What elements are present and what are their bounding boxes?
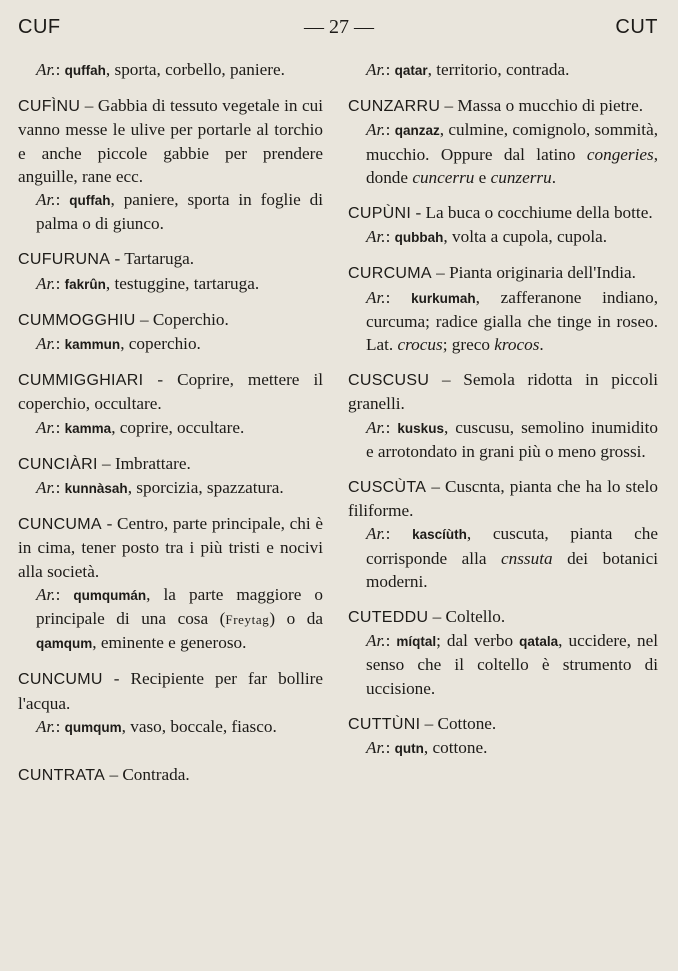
- arabic-word: kuskus: [397, 420, 444, 436]
- lemma: CUTTÙNI: [348, 715, 421, 733]
- arabic-word: kammun: [64, 337, 121, 353]
- definition: - Recipiente per far bollire l'acqua.: [18, 669, 323, 713]
- italic-term: crocus: [397, 335, 443, 355]
- ar-label: Ar.: [36, 584, 56, 604]
- ar-label: Ar.: [366, 227, 386, 247]
- header-right-guide-word: CUT: [615, 16, 658, 38]
- lemma: CUSCUSU: [348, 372, 430, 390]
- arabic-gloss: ; dal verbo: [436, 631, 520, 651]
- arabic-word: qanzaz: [394, 123, 440, 139]
- arabic-gloss: ) o da: [269, 609, 323, 629]
- arabic-gloss: , cuscusu, semolino inumidito e arrotondato in grani più o meno grossi.: [366, 417, 659, 461]
- entry-cummigghiari: CUMMIGGHIARI - Coprire, mettere il coperchio, occultare. Ar.: kamma, coprire, occultare.: [18, 370, 323, 437]
- ar-label: Ar.: [36, 60, 56, 79]
- entry-curcuma: CURCUMA – Pianta originaria dell'India. Ar.: kurkumah, zafferanone indiano, curcuma; radice gialla che tinge in roseo. Lat. crocus; greco krocos.: [348, 263, 658, 355]
- lemma: CUFURUNA: [18, 251, 111, 269]
- arabic-gloss: .: [539, 335, 544, 355]
- arabic-gloss: , testuggine, tartaruga.: [105, 273, 260, 293]
- arabic-gloss: ; greco: [442, 335, 495, 355]
- definition: – Pianta originaria dell'India.: [431, 263, 636, 283]
- arabic-gloss: , sporta, corbello, paniere.: [105, 60, 285, 79]
- arabic-gloss: , volta a cupola, cupola.: [443, 227, 608, 247]
- ar-label: Ar.: [366, 417, 386, 437]
- arabic-word: qutn: [394, 741, 424, 757]
- lemma: CUNCUMA: [18, 516, 102, 534]
- entry-cuscuta: CUSCÙTA – Cuscnta, pianta che ha lo stelo filiforme. Ar.: kascíùth, cuscuta, pianta che corrisponde alla cnssuta dei botanici moderni.: [348, 477, 658, 591]
- arabic-gloss: , donde: [366, 144, 658, 187]
- definition: – Massa o mucchio di pietre.: [440, 96, 644, 116]
- definition: – Coltello.: [428, 607, 506, 627]
- entry-cupuni: CUPÙNI - La buca o cocchiume della botte. Ar.: qubbah, volta a cupola, cupola.: [348, 203, 653, 247]
- arabic-gloss: , la parte maggiore o principale di una cosa (: [36, 584, 323, 629]
- lemma: CUFÌNU: [18, 98, 81, 116]
- arabic-gloss: , zafferanone indiano, curcuma; radice gialla che tinge in roseo. Lat.: [366, 287, 658, 355]
- lemma: CUPÙNI: [348, 205, 412, 223]
- entry-continuation: Ar.: qatar, territorio, contrada.: [366, 60, 570, 79]
- arabic-word: kunnàsah: [64, 481, 128, 497]
- definition: – Gabbia di tessuto vegetale in cui vanno messe le ulive per portarle al torchio e anche piccole gabbie per prendere anguille, rane ecc.: [18, 96, 323, 186]
- arabic-word: qumqumán: [73, 587, 147, 603]
- definition: – Imbrattare.: [97, 453, 191, 473]
- arabic-word: qumqum: [64, 719, 122, 735]
- ar-label: Ar.: [366, 631, 386, 651]
- right-column: [348, 58, 658, 772]
- entry-cuncumu: CUNCUMU - Recipiente per far bollire l'acqua. Ar.: qumqum, vaso, boccale, fiasco.: [18, 669, 323, 736]
- entry-cuscusu: CUSCUSU – Semola ridotta in piccoli granelli. Ar.: kuskus, cuscusu, semolino inumidito e arrotondato in grani più o meno grossi.: [348, 370, 659, 461]
- page-header: [0, 16, 678, 46]
- definition: – Cuscnta, pianta che ha lo stelo filiforme.: [348, 477, 658, 521]
- arabic-word: qamqum: [36, 636, 93, 652]
- arabic-word: míqtal: [396, 634, 437, 650]
- arabic-gloss: , eminente e generoso.: [92, 633, 247, 653]
- arabic-gloss: , vaso, boccale, fiasco.: [121, 716, 277, 736]
- entry-cunzarru: CUNZARRU – Massa o mucchio di pietre. Ar.: qanzaz, culmine, comignolo, sommità, mucchio. Oppure dal latino congeries, donde cuncerru e cunzerru.: [348, 96, 658, 187]
- arabic-word: qatar: [394, 63, 428, 78]
- ar-label: Ar.: [366, 524, 386, 544]
- ar-label: Ar.: [36, 190, 56, 210]
- definition: - La buca o cocchiume della botte.: [411, 203, 653, 223]
- lemma: CUNTRATA: [18, 767, 106, 785]
- lemma: CUNCIÀRI: [18, 455, 98, 473]
- ar-label: Ar.: [36, 417, 56, 437]
- entry-cufuruna: CUFURUNA - Tartaruga. Ar.: fakrûn, testuggine, tartaruga.: [18, 249, 260, 293]
- arabic-gloss: , paniere, sporta in foglie di palma o di giunco.: [36, 190, 324, 234]
- entry-cufinu: CUFÌNU – Gabbia di tessuto vegetale in cui vanno messe le ulive per portarle al torchio e anche piccole gabbie per prendere anguille, rane ecc. Ar.: quffah, paniere, sporta in foglie di palma o di giunco.: [18, 96, 324, 234]
- arabic-word: kascíùth: [412, 527, 467, 543]
- arabic-gloss: , coprire, occultare.: [111, 417, 245, 437]
- italic-term: cnssuta: [501, 548, 553, 568]
- definition: - Coprire, mettere il coperchio, occultare.: [18, 370, 323, 414]
- definition: - Tartaruga.: [110, 249, 195, 269]
- arabic-gloss: , cottone.: [423, 738, 488, 758]
- arabic-word: fakrûn: [64, 276, 106, 292]
- arabic-word: qatala: [519, 634, 559, 650]
- definition: – Contrada.: [105, 765, 190, 785]
- entry-continuation: Ar.: quffah, sporta, corbello, paniere.: [36, 60, 285, 79]
- ar-label: Ar.: [36, 716, 56, 736]
- entry-cunciari: CUNCIÀRI – Imbrattare. Ar.: kunnàsah, sporcizia, spazzatura.: [18, 453, 284, 498]
- definition: – Cottone.: [420, 713, 497, 733]
- arabic-gloss: , culmine, comignolo, sommità, mucchio. Oppure dal latino: [366, 120, 658, 164]
- entry-cummogghiu: CUMMOGGHIU – Coperchio. Ar.: kammun, coperchio.: [18, 309, 229, 354]
- italic-term: congeries: [586, 144, 654, 164]
- entry-cuttuni: CUTTÙNI – Cottone. Ar.: qutn, cottone.: [348, 713, 497, 758]
- italic-term: cuncerru: [412, 167, 475, 187]
- arabic-gloss: dei botanici moderni.: [366, 548, 658, 591]
- lemma: CUMMOGGHIU: [18, 311, 136, 329]
- ar-label: Ar.: [36, 334, 56, 354]
- arabic-gloss: , territorio, contrada.: [427, 60, 570, 79]
- page-number: — 27 —: [304, 16, 374, 38]
- arabic-word: kamma: [64, 420, 112, 436]
- arabic-gloss: , uccidere, nel senso che il coltello è strumento di uccisione.: [366, 631, 658, 698]
- italic-term: krocos: [494, 335, 540, 355]
- entry-cuteddu: CUTEDDU – Coltello. Ar.: míqtal; dal verbo qatala, uccidere, nel senso che il coltello è strumento di uccisione.: [348, 607, 658, 698]
- ar-label: Ar.: [366, 287, 386, 307]
- ar-label: Ar.: [366, 120, 386, 140]
- arabic-gloss: .: [551, 167, 556, 187]
- lemma: CURCUMA: [348, 265, 432, 283]
- lemma: CUNZARRU: [348, 98, 441, 116]
- definition: – Semola ridotta in piccoli granelli.: [348, 370, 658, 414]
- ar-label: Ar.: [36, 273, 56, 293]
- italic-term: cunzerru: [490, 167, 552, 187]
- definition: – Coperchio.: [135, 309, 229, 329]
- entry-cuntrata: [18, 763, 323, 787]
- arabic-word: qubbah: [394, 230, 444, 246]
- citation-freytag: Freytag: [225, 612, 270, 628]
- arabic-gloss: , cuscuta, pianta che corrisponde alla: [366, 524, 658, 568]
- arabic-word: quffah: [69, 193, 111, 209]
- left-column: [18, 58, 323, 799]
- arabic-gloss: , sporcizia, spazzatura.: [127, 478, 284, 498]
- lemma: CUNCUMU: [18, 671, 103, 689]
- lemma: CUMMIGGHIARI: [18, 372, 144, 390]
- arabic-word: quffah: [64, 63, 106, 78]
- arabic-word: kurkumah: [411, 290, 476, 306]
- lemma: CUSCÙTA: [348, 479, 427, 497]
- lemma: CUTEDDU: [348, 609, 429, 627]
- definition: - Centro, parte principale, chi è in cima, tener posto tra i più tristi e nocivi alla società.: [18, 514, 323, 581]
- arabic-gloss: e: [474, 167, 491, 187]
- header-left-guide-word: CUF: [18, 16, 61, 38]
- entry-cuncuma: CUNCUMA - Centro, parte principale, chi è in cima, tener posto tra i più tristi e nocivi alla società. Ar.: qumqumán, la parte maggiore o principale di una cosa (Freytag) o da qamqum, eminente e generoso.: [18, 514, 323, 653]
- ar-label: Ar.: [366, 60, 386, 79]
- ar-label: Ar.: [36, 478, 56, 498]
- arabic-gloss: , coperchio.: [120, 334, 201, 354]
- ar-label: Ar.: [366, 738, 386, 758]
